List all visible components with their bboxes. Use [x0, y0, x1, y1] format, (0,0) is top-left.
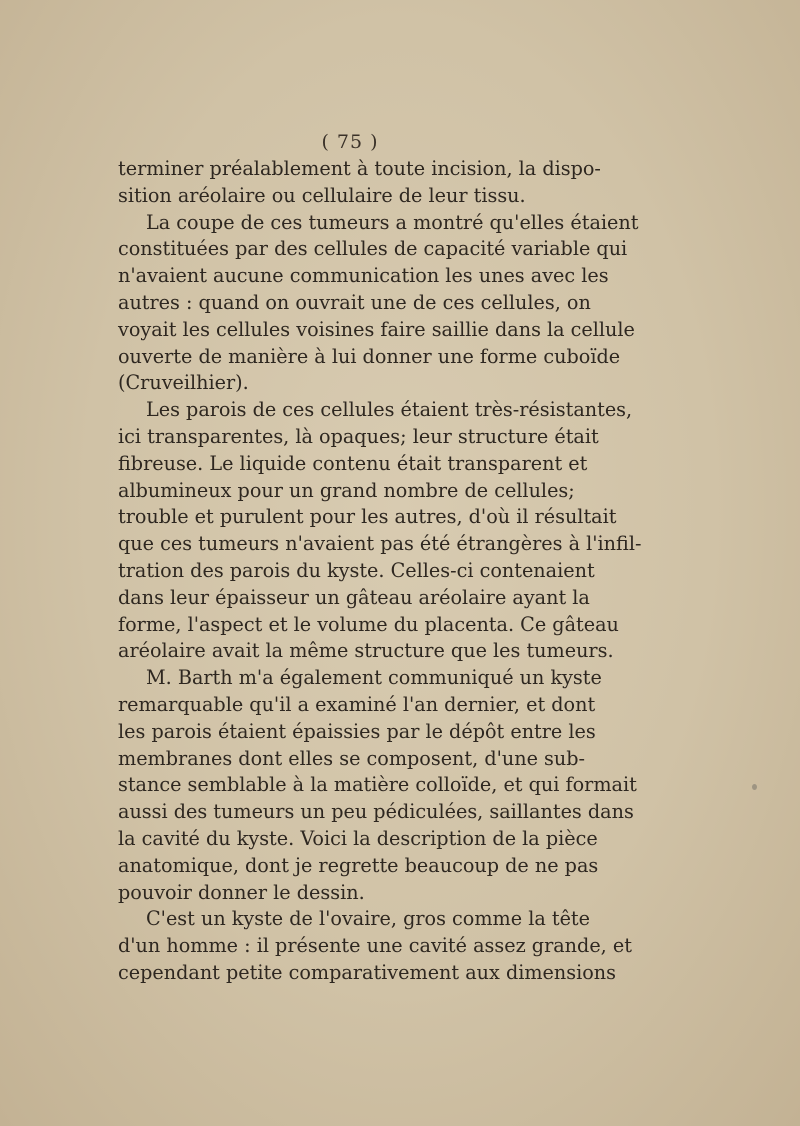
text-line: aréolaire avait la même structure que les tumeurs. — [118, 639, 614, 663]
text-line: remarquable qu'il a examiné l'an dernier, et dont — [118, 692, 596, 716]
text-line: anatomique, dont je regrette beaucoup de ne pas — [118, 853, 599, 877]
text-line: M. Barth m'a également communiqué un kyste — [146, 666, 602, 690]
text-line: cependant petite comparativement aux dimensions — [118, 960, 617, 984]
text-line: que ces tumeurs n'avaient pas été étrangères à l'infil- — [118, 532, 642, 556]
text-line: voyait les cellules voisines faire saillie dans la cellule — [118, 317, 635, 341]
text-line: constituées par des cellules de capacité variable qui — [118, 237, 628, 261]
text-line: Les parois de ces cellules étaient très-résistantes, — [146, 398, 633, 422]
text-line: sition aréolaire ou cellulaire de leur tissu. — [118, 183, 526, 207]
text-line: pouvoir donner le dessin. — [118, 880, 365, 904]
text-line: la cavité du kyste. Voici la description de la pièce — [118, 826, 598, 850]
body-text — [118, 156, 642, 987]
text-line: albumineux pour un grand nombre de cellules; — [118, 478, 575, 502]
text-line: d'un homme : il présente une cavité assez grande, et — [118, 934, 632, 958]
text-line: autres : quand on ouvrait une de ces cellules, on — [118, 290, 591, 314]
text-line: C'est un kyste de l'ovaire, gros comme la tête — [146, 907, 591, 931]
text-line: forme, l'aspect et le volume du placenta. Ce gâteau — [118, 612, 619, 636]
text-line: tration des parois du kyste. Celles-ci contenaient — [118, 558, 595, 582]
text-line: (Cruveilhier). — [118, 371, 249, 395]
paper-speck — [752, 784, 757, 790]
text-line: les parois étaient épaissies par le dépôt entre les — [118, 719, 596, 743]
page-number: ( 75 ) — [321, 131, 379, 153]
text-line: terminer préalablement à toute incision, la dispo- — [118, 157, 601, 180]
text-line: aussi des tumeurs un peu pédiculées, saillantes dans — [118, 800, 634, 824]
text-line: membranes dont elles se composent, d'une sub- — [118, 746, 586, 770]
text-line: La coupe de ces tumeurs a montré qu'elles étaient — [146, 210, 639, 234]
text-line: stance semblable à la matière colloïde, et qui formait — [118, 773, 637, 797]
text-line: ouverte de manière à lui donner une forme cuboïde — [118, 344, 621, 368]
text-line: dans leur épaisseur un gâteau aréolaire ayant la — [118, 585, 590, 609]
text-line: n'avaient aucune communication les unes avec les — [118, 264, 609, 288]
text-line: fibreuse. Le liquide contenu était transparent et — [118, 451, 588, 475]
text-line: trouble et purulent pour les autres, d'où il résultait — [118, 505, 617, 529]
text-line: ici transparentes, là opaques; leur structure était — [118, 424, 599, 448]
